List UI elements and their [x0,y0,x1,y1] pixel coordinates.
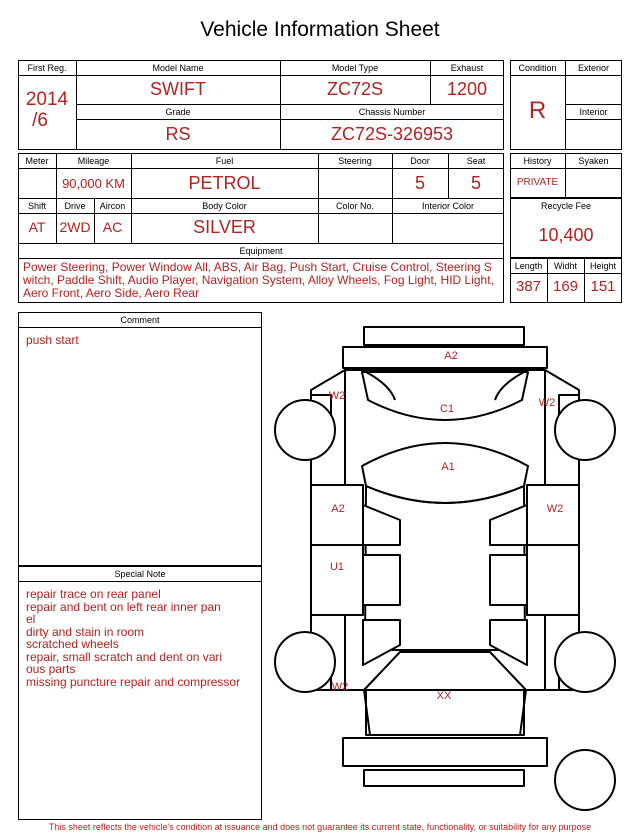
mileage-label: Mileage [77,156,110,166]
model-type-label: Model Type [331,63,379,73]
rear-bumper [343,738,547,766]
mark-right-front-door: W2 [546,503,564,515]
mark-left-front-door: A2 [331,503,345,515]
first-reg-month: /6 [32,110,48,131]
right-front-wheel [555,400,615,460]
first-reg-label: First Reg. [27,63,67,73]
note-line: missing puncture repair and compressor [26,674,241,689]
chassis-value: ZC72S-326953 [330,124,454,144]
note-line: dirty and stain in room [26,624,145,639]
left-rear-door [311,545,363,615]
color-no-label: Color No. [335,201,374,211]
equipment-list: Power Steering, Power Window All, ABS, Air Bag, Push Start, Cruise Control, Steering Switch, Paddle Shift, Audio Player, Navigation System, Alloy Wheels, Fog Light, HID Light, Aero Front, Aero Side, Aero Rear [23,260,494,300]
mark-right-front-fender: W2 [538,397,556,409]
condition-label: Condition [518,63,557,73]
left-front-wheel [275,400,335,460]
special-note-label: Special Note [114,569,166,579]
model-name-value: SWIFT [150,79,206,99]
shift-value: AT [28,219,46,235]
grade-label: Grade [165,107,191,117]
seat-label: Seat [466,156,486,166]
right-rear-door [527,545,579,615]
width-label: Widht [553,261,577,271]
syaken-label: Syaken [578,156,609,166]
page-title: Vehicle Information Sheet [200,18,440,41]
aircon-label: Aircon [99,201,126,211]
mark-roof: A1 [441,461,455,473]
interior-label: Interior [579,107,608,117]
fuel-value: PETROL [188,173,261,193]
model-type-value: ZC72S [326,79,384,99]
height-value: 151 [590,278,616,295]
length-value: 387 [515,278,542,295]
fuel-label: Fuel [215,156,234,166]
seat-value: 5 [470,173,481,193]
steering-label: Steering [338,156,372,166]
right-front-door [527,485,579,545]
equipment-label: Equipment [239,246,283,256]
length-label: Length [514,261,543,271]
left-rear-wheel [275,632,335,692]
rear-bumper-bar [364,770,524,786]
mark-front-bumper: A2 [444,350,458,362]
spare-wheel [555,750,615,810]
width-value: 169 [552,278,579,295]
history-label: History [523,156,552,166]
meter-label: Meter [25,156,49,166]
drive-label: Drive [64,201,86,211]
mark-left-rear-door: U1 [329,561,345,573]
recycle-fee-label: Recycle Fee [540,201,592,211]
mark-left-rear-fender: W2 [331,681,349,693]
note-line: repair, small scratch and dent on vari [26,649,223,664]
note-line: el [26,612,36,626]
comment-label: Comment [120,315,160,325]
comment-text: push start [26,333,79,347]
grade-value: RS [165,124,191,144]
front-bumper-bar [364,327,524,345]
shift-label: Shift [27,201,46,211]
recycle-fee-value: 10,400 [538,225,594,245]
door-label: Door [410,156,430,166]
interior-color-label: Interior Color [421,201,475,211]
exterior-label: Exterior [577,63,609,73]
right-rear-wheel [555,632,615,692]
door-value: 5 [414,173,425,193]
aircon-value: AC [102,219,123,235]
rear-window [364,652,526,690]
note-line: repair trace on rear panel [26,587,161,601]
mileage-value: 90,000 KM [62,176,125,191]
mark-bonnet: C1 [439,403,455,415]
exhaust-label: Exhaust [450,63,484,73]
exhaust-value: 1200 [446,79,488,99]
body-color-label: Body Color [202,201,247,211]
mark-left-front-fender: W2 [328,390,346,402]
left-front-door [311,485,363,545]
height-label: Height [589,261,616,271]
first-reg-year: 2014 [25,89,69,110]
history-value: PRIVATE [516,177,559,188]
note-line: repair and bent on left rear inner pan [26,599,221,614]
body-color-value: SILVER [193,217,256,237]
chassis-label: Chassis Number [358,107,426,117]
disclaimer-footer: This sheet reflects the vehicle's condition at issuance and does not guarantee its current state, functionality, or suitability for any purpose [48,822,592,832]
model-name-label: Model Name [152,63,204,73]
drive-value: 2WD [59,219,91,235]
condition-grade: R [528,97,547,124]
note-line: scratched wheels [26,637,119,651]
note-line: ous parts [26,662,76,676]
mark-rear-panel: XX [436,690,452,702]
